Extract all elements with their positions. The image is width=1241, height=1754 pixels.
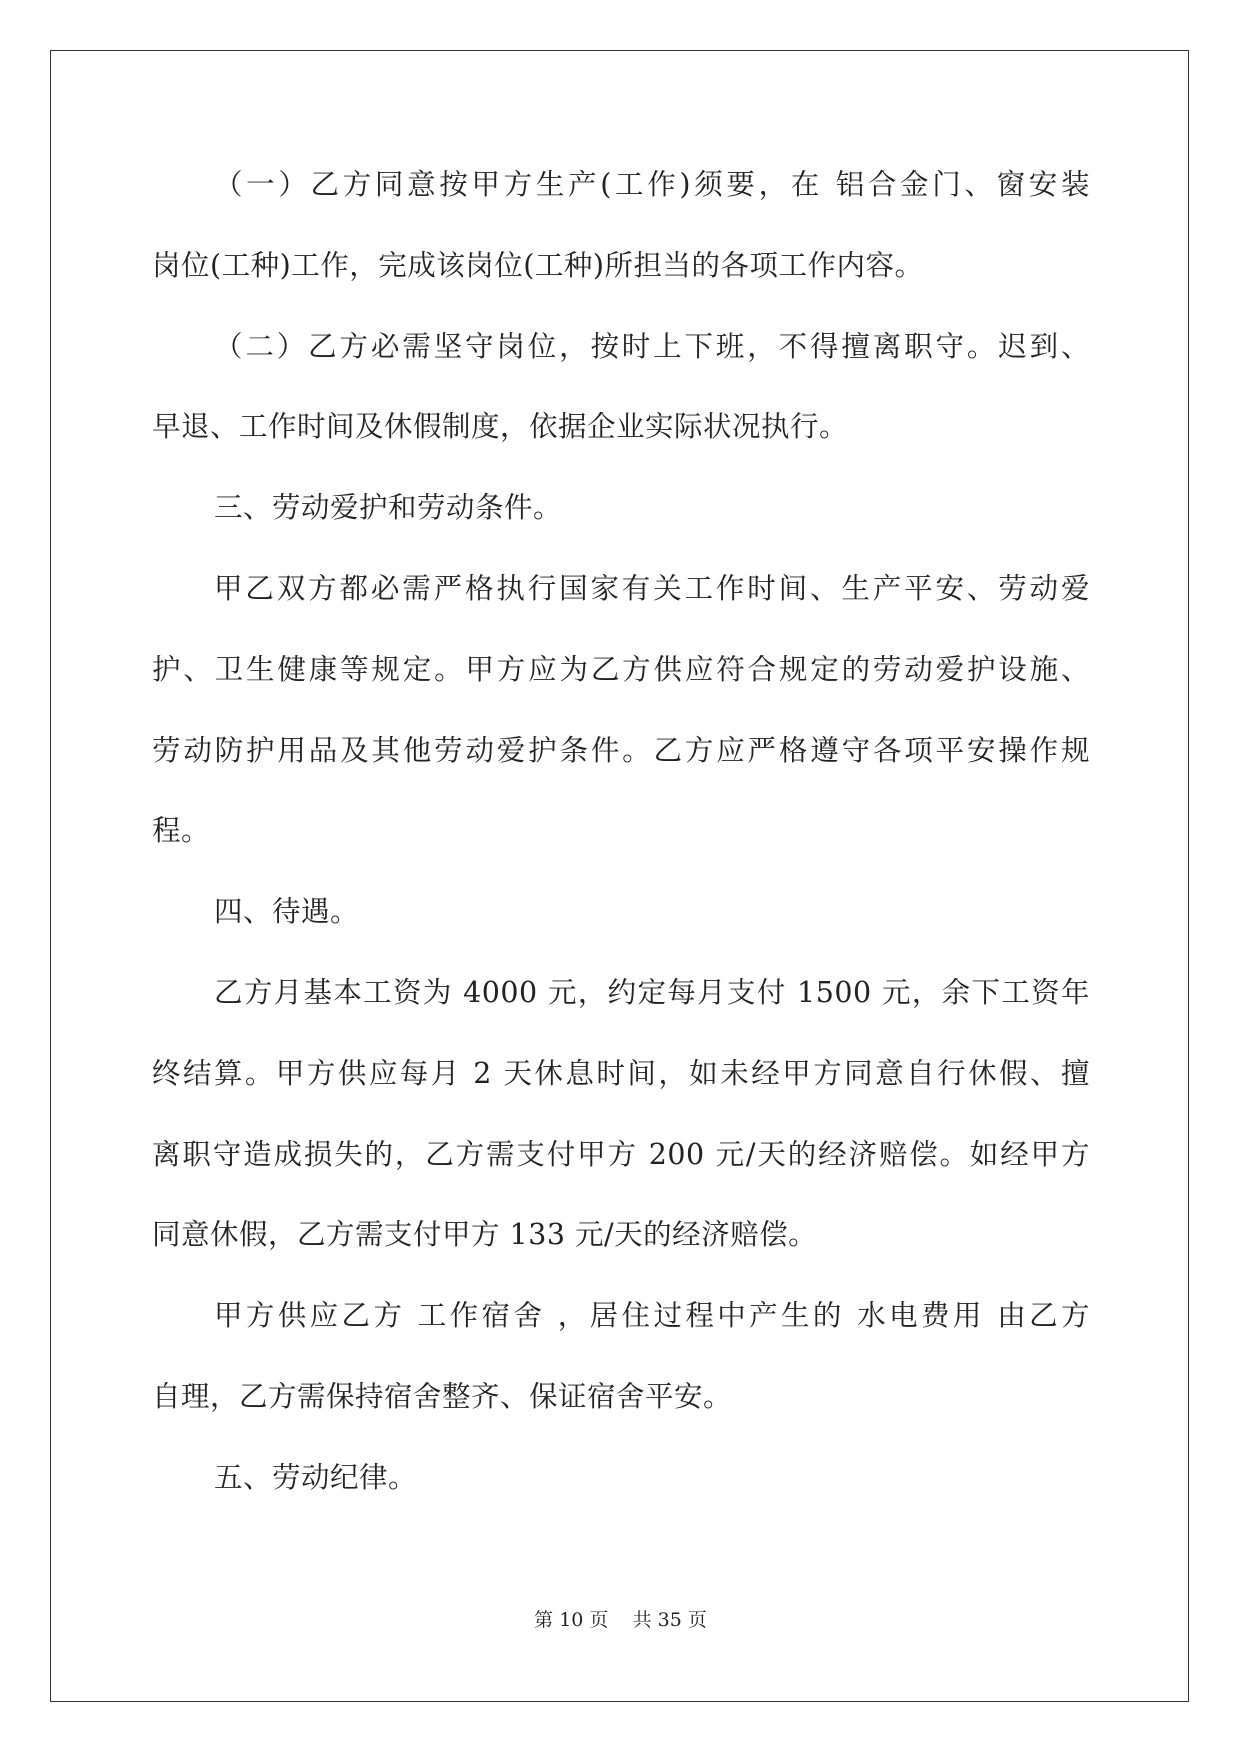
paragraph-line: 自理，乙方需保持宿舍整齐、保证宿舍平安。 — [152, 1379, 733, 1413]
paragraph-line: 甲乙双方都必需严格执行国家有关工作时间、生产平安、劳动爱 — [214, 571, 1090, 605]
paragraph-line: 离职守造成损失的，乙方需支付甲方 200 元/天的经济赔偿。如经甲方 — [152, 1137, 1090, 1171]
paragraph-line: （一）乙方同意按甲方生产(工作)须要，在 铝合金门、窗安装 — [214, 168, 1090, 201]
document-body — [152, 165, 1090, 1539]
paragraph-line: 同意休假，乙方需支付甲方 133 元/天的经济赔偿。 — [152, 1218, 818, 1252]
paragraph-line: 甲方供应乙方 工作宿舍 ，居住过程中产生的 水电费用 由乙方 — [214, 1299, 1090, 1333]
page-number-footer: 第 10 页 共 35 页 — [534, 1609, 707, 1631]
paragraph-line: 护、卫生健康等规定。甲方应为乙方供应符合规定的劳动爱护设施、 — [152, 652, 1090, 686]
paragraph-line: 劳动防护用品及其他劳动爱护条件。乙方应严格遵守各项平安操作规 — [152, 733, 1090, 767]
paragraph-line: （二）乙方必需坚守岗位，按时上下班，不得擅离职守。迟到、 — [214, 329, 1090, 363]
paragraph-line: 早退、工作时间及休假制度，依据企业实际状况执行。 — [152, 410, 849, 444]
section-heading: 四、待遇。 — [214, 895, 360, 929]
section-heading: 五、劳动纪律。 — [214, 1460, 418, 1494]
paragraph-line: 终结算。甲方供应每月 2 天休息时间，如未经甲方同意自行休假、擅 — [152, 1056, 1090, 1090]
paragraph-line: 乙方月基本工资为 4000 元，约定每月支付 1500 元，余下工资年 — [214, 975, 1090, 1009]
paragraph-line: 程。 — [152, 814, 211, 848]
paragraph-line: 岗位(工种)工作，完成该岗位(工种)所担当的各项工作内容。 — [152, 248, 924, 282]
section-heading: 三、劳动爱护和劳动条件。 — [214, 491, 563, 525]
